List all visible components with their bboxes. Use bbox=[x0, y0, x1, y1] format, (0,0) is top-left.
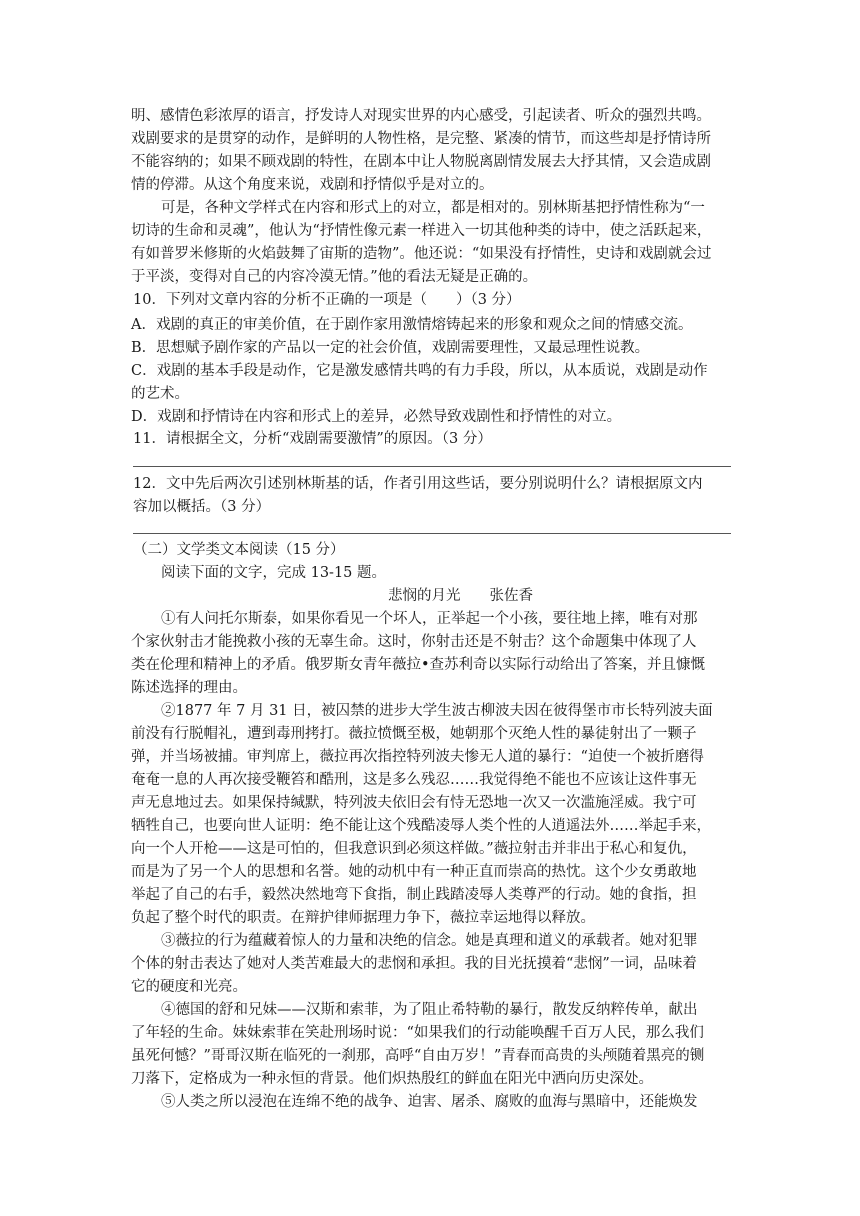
passage-p1-line: 类在伦理和精神上的矛盾。俄罗斯女青年薇拉•查苏利奇以实际行动给出了答案，并且慷慨 bbox=[131, 657, 706, 673]
article-a-p1-line: 不能容纳的；如果不顾戏剧的特性，在剧本中让人物脱离剧情发展去大抒其情，又会造成剧 bbox=[131, 154, 711, 170]
passage-p2-line: ②1877 年 7 月 31 日，被囚禁的进步大学生波古柳波夫因在彼得堡市市长特列波夫面 bbox=[161, 703, 713, 719]
question-10-option-b: B．思想赋予剧作家的产品以一定的社会价值，戏剧需要理性，又最忌理性说教。 bbox=[131, 340, 650, 356]
article-a-p2-line: 于平淡，变得对自己的内容冷漠无情。”他的看法无疑是正确的。 bbox=[131, 269, 538, 285]
question-10-option-d: D．戏剧和抒情诗在内容和形式上的差异，必然导致戏剧性和抒情性的对立。 bbox=[131, 409, 622, 425]
passage-p2-line: 向一个人开枪——这是可怕的，但我意识到必须这样做。”薇拉射击并非出于私心和复仇， bbox=[131, 841, 697, 857]
passage-p2-line: 牺牲自己，也要向世人证明：绝不能让这个残酷凌辱人类个性的人逍遥法外……举起手来， bbox=[131, 818, 711, 834]
passage-p2-line: 而是为了另一个人的思想和名誉。她的动机中有一种正直而崇高的热忱。这个少女勇敢地 bbox=[131, 864, 697, 880]
passage-p1-line: 个家伙射击才能挽救小孩的无辜生命。这时，你射击还是不射击？这个命题集中体现了人 bbox=[131, 634, 697, 650]
passage-p3-line: 它的硬度和光亮。 bbox=[131, 979, 247, 995]
q10-emphasis-bu: 不 bbox=[310, 292, 326, 308]
question-10-option-a: A．戏剧的真正的审美价值，在于剧作家用激情熔铸起来的形象和观众之间的情感交流。 bbox=[131, 317, 693, 333]
passage-p5-line: ⑤人类之所以浸泡在连绵不绝的战争、迫害、屠杀、腐败的血海与黑暗中，还能焕发 bbox=[161, 1094, 698, 1110]
passage-p1-line: 陈述选择的理由。 bbox=[131, 680, 247, 696]
passage-p2-line: 奄奄一息的人再次接受鞭笞和酷刑，这是多么残忍……我觉得绝不能也不应该让这件事无 bbox=[131, 772, 697, 788]
q10-stem-before: 10．下列对文章内容的分析 bbox=[133, 292, 311, 308]
section-2-heading: （二）文学类文本阅读（15 分） bbox=[133, 542, 345, 558]
question-12-stem: 12．文中先后两次引述别林斯基的话，作者引用这些话，要分别说明什么？请根据原文内 bbox=[133, 476, 703, 492]
question-10-option-c: C．戏剧的基本手段是动作，它是激发感情共鸣的有力手段，所以，从本质说，戏剧是动作 bbox=[131, 363, 708, 379]
passage-p4-line: ④德国的舒和兄妹——汉斯和索菲，为了阻止希特勒的暴行，散发反纳粹传单，献出 bbox=[161, 1002, 698, 1018]
passage-p4-line: 刀落下，定格成为一种永恒的背景。他们炽热殷红的鲜血在阳光中洒向历史深处。 bbox=[131, 1071, 653, 1087]
passage-p2-line: 负起了整个时代的职责。在辩护律师据理力争下，薇拉幸运地得以释放。 bbox=[131, 910, 595, 926]
article-a-p2-line: 有如普罗米修斯的火焰鼓舞了宙斯的造物”。他还说：“如果没有抒情性，史诗和戏剧就会过 bbox=[131, 246, 712, 262]
passage-p3-line: 个体的射击表达了她对人类苦难最大的悲悯和承担。我的目光抚摸着“悲悯”一词，品味着 bbox=[131, 956, 697, 972]
passage-p4-line: 了年轻的生命。妹妹索菲在笑赴刑场时说：“如果我们的行动能唤醒千百万人民，那么我们 bbox=[131, 1025, 704, 1041]
question-11-stem: 11．请根据全文，分析“戏剧需要激情”的原因。（3 分） bbox=[133, 431, 492, 447]
section-2-instruction: 阅读下面的文字，完成 13-15 题。 bbox=[161, 565, 387, 581]
question-10-option-c-cont: 的艺术。 bbox=[131, 386, 189, 402]
answer-line-q12 bbox=[133, 533, 731, 534]
question-10-stem bbox=[133, 289, 521, 311]
article-a-p2-line: 可是，各种文学样式在内容和形式上的对立，都是相对的。别林斯基把抒情性称为“一 bbox=[161, 200, 705, 216]
article-a-p1-line: 戏剧要求的是贯穿的动作，是鲜明的人物性格，是完整、紧凑的情节，而这些却是抒情诗所 bbox=[131, 131, 711, 147]
passage-p2-line: 前没有行脱帽礼，遭到毒刑拷打。薇拉愤慨至极，她朝那个灭绝人性的暴徒射出了一颗子 bbox=[131, 726, 697, 742]
passage-p2-line: 举起了自己的右手，毅然决然地弯下食指，制止践踏凌辱人类尊严的行动。她的食指，担 bbox=[131, 887, 697, 903]
q10-stem-after: 的一项是（ ）（3 分） bbox=[354, 292, 521, 308]
passage-p2-line: 声无息地过去。如果保持缄默，特列波夫依旧会有恃无恐地一次又一次滥施淫威。我宁可 bbox=[131, 795, 697, 811]
article-a-p1-line: 情的停滞。从这个角度来说，戏剧和抒情似乎是对立的。 bbox=[131, 177, 494, 193]
article-a-p1-line: 明、感情色彩浓厚的语言，抒发诗人对现实世界的内心感受，引起读者、听众的强烈共鸣。 bbox=[131, 108, 711, 124]
passage-p1-line: ①有人问托尔斯泰，如果你看见一个坏人，正举起一个小孩，要往地上摔，唯有对那 bbox=[161, 611, 698, 627]
passage-title: 悲悯的月光 张佐香 bbox=[388, 588, 533, 604]
article-a-p2-line: 切诗的生命和灵魂”，他认为“抒情性像元素一样进入一切其他种类的诗中，使之活跃起来， bbox=[131, 223, 712, 239]
passage-p2-line: 弹，并当场被捕。审判席上，薇拉再次指控特列波夫惨无人道的暴行：“迫使一个被折磨得 bbox=[131, 749, 704, 765]
q10-emphasis-zhengque: 正确 bbox=[325, 292, 355, 308]
passage-p4-line: 虽死何憾？”哥哥汉斯在临死的一刹那，高呼“自由万岁！”青春而高贵的头颅随着黑亮的铡 bbox=[131, 1048, 705, 1064]
answer-line-q11 bbox=[133, 466, 731, 467]
question-12-stem-cont: 容加以概括。（3 分） bbox=[133, 499, 271, 515]
passage-p3-line: ③薇拉的行为蕴藏着惊人的力量和决绝的信念。她是真理和道义的承载者。她对犯罪 bbox=[161, 933, 698, 949]
